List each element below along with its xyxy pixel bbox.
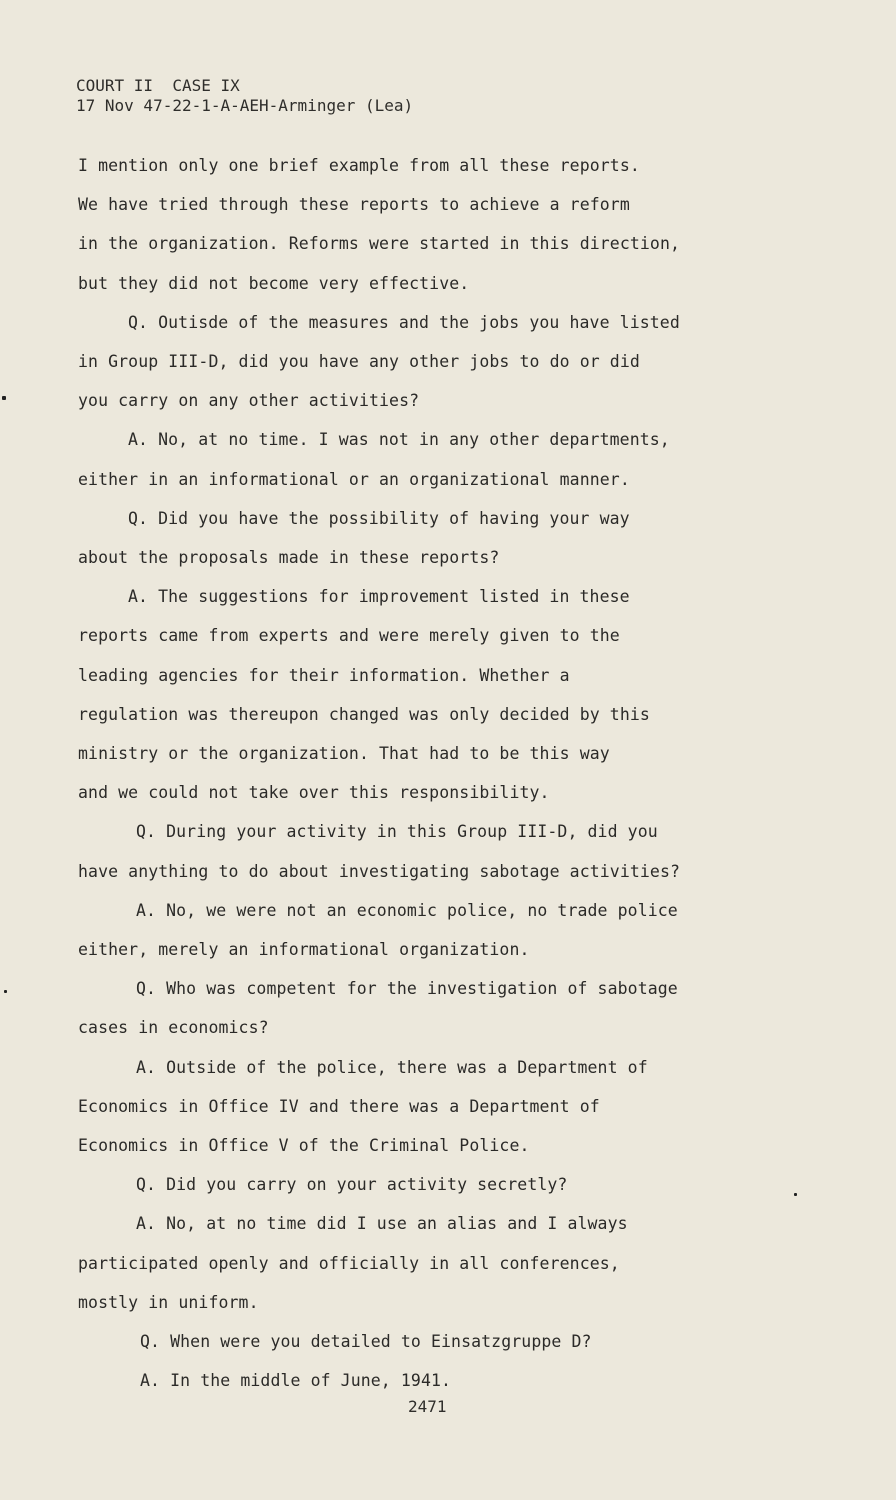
question-line: Q. Did you have the possibility of having your way (128, 508, 630, 528)
transcript-body (78, 146, 798, 1401)
transcript-line: in Group III-D, did you have any other jobs to do or did (78, 352, 640, 372)
question-line: Q. Did you carry on your activity secretly? (136, 1175, 568, 1195)
transcript-line: We have tried through these reports to achieve a reform (78, 195, 630, 215)
transcript-line: about the proposals made in these reports? (78, 548, 500, 568)
transcript-line: mostly in uniform. (78, 1292, 259, 1312)
transcript-line: and we could not take over this responsibility. (78, 783, 550, 803)
transcript-line: have anything to do about investigating sabotage activities? (78, 861, 681, 881)
answer-line: A. No, at no time did I use an alias and I always (136, 1214, 628, 1234)
transcript-line: regulation was thereupon changed was only decided by this (78, 704, 650, 724)
question-line: Q. Who was competent for the investigation of sabotage (136, 979, 678, 999)
session-reference-line: 17 Nov 47-22-1-A-AEH-Arminger (Lea) (76, 96, 414, 115)
answer-line: A. The suggestions for improvement listed in these (128, 587, 630, 607)
transcript-line: you carry on any other activities? (78, 391, 420, 411)
transcript-line: Economics in Office V of the Criminal Police. (78, 1136, 530, 1156)
transcript-line: reports came from experts and were merely given to the (78, 626, 620, 646)
page-number: 2471 (408, 1397, 447, 1416)
transcript-line: I mention only one brief example from all these reports. (78, 156, 640, 175)
case-header (76, 76, 413, 116)
transcript-line: ministry or the organization. That had to be this way (78, 744, 610, 764)
transcript-line: Economics in Office IV and there was a Department of (78, 1096, 600, 1116)
transcript-line: participated openly and officially in all conferences, (78, 1253, 620, 1273)
question-line: Q. During your activity in this Group III-D, did you (136, 822, 658, 842)
transcript-line: either in an informational or an organizational manner. (78, 469, 630, 489)
transcript-line: either, merely an informational organization. (78, 940, 530, 960)
answer-line: A. Outside of the police, there was a Department of (136, 1057, 648, 1077)
answer-line: A. No, at no time. I was not in any other departments, (128, 430, 670, 450)
question-line: Q. Outisde of the measures and the jobs you have listed (128, 312, 680, 332)
margin-punch-mark (2, 396, 6, 400)
transcript-line: in the organization. Reforms were started in this direction, (78, 234, 681, 254)
margin-punch-mark (794, 1193, 797, 1196)
margin-punch-mark (4, 990, 7, 993)
question-line: Q. When were you detailed to Einsatzgruppe D? (140, 1332, 592, 1352)
court-case-line: COURT II CASE IX (76, 76, 240, 95)
answer-line: A. In the middle of June, 1941. (140, 1371, 452, 1391)
transcript-line: leading agencies for their information. Whether a (78, 665, 570, 685)
transcript-line: but they did not become very effective. (78, 273, 470, 293)
answer-line: A. No, we were not an economic police, no trade police (136, 900, 678, 920)
transcript-line: cases in economics? (78, 1018, 269, 1038)
